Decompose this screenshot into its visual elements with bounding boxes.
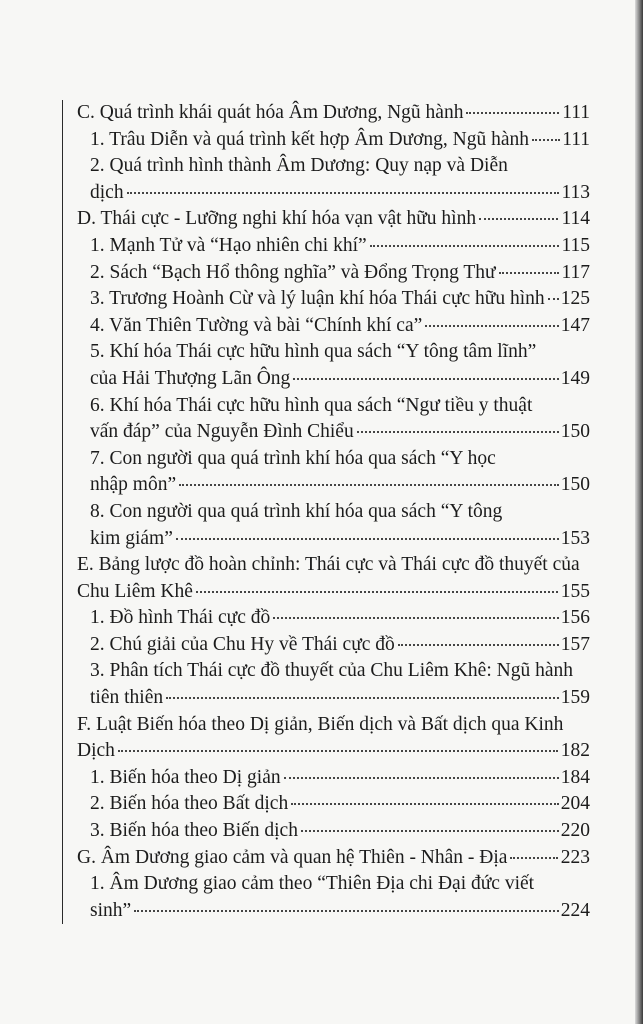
toc-entry-title: E. Bảng lược đồ hoàn chỉnh: Thái cực và Thái cực đồ thuyết của bbox=[77, 554, 580, 576]
toc-entry-title: sinh” bbox=[90, 899, 132, 921]
toc-section-entry bbox=[63, 100, 590, 127]
dot-leader bbox=[284, 777, 559, 779]
toc-section-entry bbox=[63, 712, 590, 765]
dot-leader bbox=[479, 218, 558, 220]
toc-page-number: 150 bbox=[560, 421, 590, 443]
toc-entry-title: 1. Biến hóa theo Dị giản bbox=[90, 766, 281, 788]
toc-page-number: 125 bbox=[560, 288, 590, 310]
dot-leader bbox=[118, 750, 558, 752]
toc-page-number: 184 bbox=[560, 766, 590, 788]
toc-entry-title: 1. Đồ hình Thái cực đồ bbox=[90, 607, 271, 629]
toc-entry-title: 2. Quá trình hình thành Âm Dương: Quy nạp và Diễn bbox=[90, 155, 508, 177]
toc-entry-title: 3. Biến hóa theo Biến dịch bbox=[90, 820, 298, 842]
toc-page-number: 204 bbox=[560, 793, 590, 815]
toc-page-number: 223 bbox=[560, 846, 590, 868]
toc-page-number: 113 bbox=[561, 181, 590, 203]
dot-leader bbox=[179, 484, 559, 486]
toc-entry-title: 7. Con người qua quá trình khí hóa qua sách “Y học bbox=[90, 447, 496, 469]
toc-subsection-entry bbox=[63, 339, 590, 392]
toc-entry-title: 1. Âm Dương giao cảm theo “Thiên Địa chi Đại đức viết bbox=[90, 873, 535, 895]
toc-subsection-entry bbox=[63, 605, 590, 632]
toc-subsection-entry bbox=[63, 260, 590, 287]
toc-subsection-entry bbox=[63, 233, 590, 260]
toc-subsection-entry bbox=[63, 393, 590, 446]
toc-entry-title: G. Âm Dương giao cảm và quan hệ Thiên - Nhân - Địa bbox=[77, 846, 508, 868]
dot-leader bbox=[499, 272, 560, 274]
toc-subsection-entry bbox=[63, 765, 590, 792]
toc-section-entry bbox=[63, 552, 590, 605]
toc-page-number: 111 bbox=[562, 128, 590, 150]
dot-leader bbox=[273, 617, 558, 619]
toc-entry-title: 4. Văn Thiên Tường và bài “Chính khí ca” bbox=[90, 314, 423, 336]
toc-subsection-entry bbox=[63, 153, 590, 206]
toc-entry-title: vấn đáp” của Nguyễn Đình Chiểu bbox=[90, 421, 354, 443]
toc-page-number: 157 bbox=[560, 633, 590, 655]
dot-leader bbox=[166, 697, 559, 699]
toc-page-number: 150 bbox=[560, 474, 590, 496]
toc-entry-title: 6. Khí hóa Thái cực hữu hình qua sách “Ngư tiều y thuật bbox=[90, 394, 533, 416]
toc-page-number: 224 bbox=[560, 899, 590, 921]
toc-subsection-entry bbox=[63, 791, 590, 818]
toc-subsection-entry bbox=[63, 499, 590, 552]
dot-leader bbox=[466, 112, 559, 114]
dot-leader bbox=[548, 298, 559, 300]
dot-leader bbox=[127, 192, 560, 194]
toc-subsection-entry bbox=[63, 632, 590, 659]
dot-leader bbox=[134, 910, 559, 912]
toc-entry-title: 2. Chú giải của Chu Hy về Thái cực đồ bbox=[90, 633, 395, 655]
toc-entry-title: D. Thái cực - Lưỡng nghi khí hóa vạn vật hữu hình bbox=[77, 208, 477, 230]
toc-entry-title: 3. Trương Hoành Cừ và lý luận khí hóa Thái cực hữu hình bbox=[90, 288, 545, 310]
toc-page-number: 182 bbox=[560, 740, 590, 762]
toc-entry-title: F. Luật Biến hóa theo Dị giản, Biến dịch và Bất dịch qua Kinh bbox=[77, 713, 564, 735]
toc-page-number: 114 bbox=[561, 208, 590, 230]
toc-entry-title: C. Quá trình khái quát hóa Âm Dương, Ngũ hành bbox=[77, 102, 464, 123]
toc-entry-title: Dịch bbox=[77, 740, 115, 762]
toc-subsection-entry bbox=[63, 818, 590, 845]
toc-entry-title: 2. Sách “Bạch Hổ thông nghĩa” và Đổng Trọng Thư bbox=[90, 261, 496, 283]
dot-leader bbox=[291, 803, 559, 805]
toc-page-number: 115 bbox=[561, 234, 590, 256]
toc-entry-title: Chu Liêm Khê bbox=[77, 580, 193, 602]
table-of-contents bbox=[62, 100, 590, 924]
toc-entry-title: 1. Trâu Diễn và quá trình kết hợp Âm Dương, Ngũ hành bbox=[90, 128, 530, 150]
toc-subsection-entry bbox=[63, 658, 590, 711]
dot-leader bbox=[357, 431, 559, 433]
dot-leader bbox=[196, 591, 558, 593]
toc-page-number: 149 bbox=[560, 367, 590, 389]
toc-entry-title: 1. Mạnh Tử và “Hạo nhiên chi khí” bbox=[90, 234, 367, 256]
dot-leader bbox=[370, 245, 560, 247]
toc-entry-title: 2. Biến hóa theo Bất dịch bbox=[90, 793, 289, 815]
toc-subsection-entry bbox=[63, 286, 590, 313]
toc-subsection-entry bbox=[63, 446, 590, 499]
dot-leader bbox=[293, 378, 558, 380]
toc-page-number: 117 bbox=[561, 261, 590, 283]
toc-page-number: 156 bbox=[560, 607, 590, 629]
toc-page-number: 155 bbox=[560, 580, 590, 602]
toc-entry-title: 5. Khí hóa Thái cực hữu hình qua sách “Y tông tâm lĩnh” bbox=[90, 341, 537, 363]
toc-entry-title: 8. Con người qua quá trình khí hóa qua sách “Y tông bbox=[90, 500, 503, 522]
toc-subsection-entry bbox=[63, 127, 590, 154]
toc-page-number: 111 bbox=[562, 102, 590, 123]
toc-section-entry bbox=[63, 206, 590, 233]
toc-entry-title: nhập môn” bbox=[90, 474, 177, 496]
toc-subsection-entry bbox=[63, 871, 590, 924]
toc-page-number: 147 bbox=[560, 314, 590, 336]
toc-subsection-entry bbox=[63, 313, 590, 340]
toc-entry-title: dịch bbox=[90, 181, 124, 203]
toc-entry-title: 3. Phân tích Thái cực đồ thuyết của Chu Liêm Khê: Ngũ hành bbox=[90, 660, 573, 682]
toc-page-number: 220 bbox=[560, 820, 590, 842]
toc-page-number: 159 bbox=[560, 687, 590, 709]
page-edge-shadow bbox=[635, 0, 643, 1024]
dot-leader bbox=[425, 325, 558, 327]
dot-leader bbox=[510, 857, 557, 859]
dot-leader bbox=[301, 830, 559, 832]
toc-entry-title: tiên thiên bbox=[90, 687, 164, 709]
dot-leader bbox=[532, 139, 560, 141]
toc-entry-title: của Hải Thượng Lãn Ông bbox=[90, 367, 291, 389]
dot-leader bbox=[398, 644, 559, 646]
toc-section-entry bbox=[63, 845, 590, 872]
toc-entry-title: kim giám” bbox=[90, 527, 173, 549]
dot-leader bbox=[176, 538, 559, 540]
toc-page-number: 153 bbox=[560, 527, 590, 549]
